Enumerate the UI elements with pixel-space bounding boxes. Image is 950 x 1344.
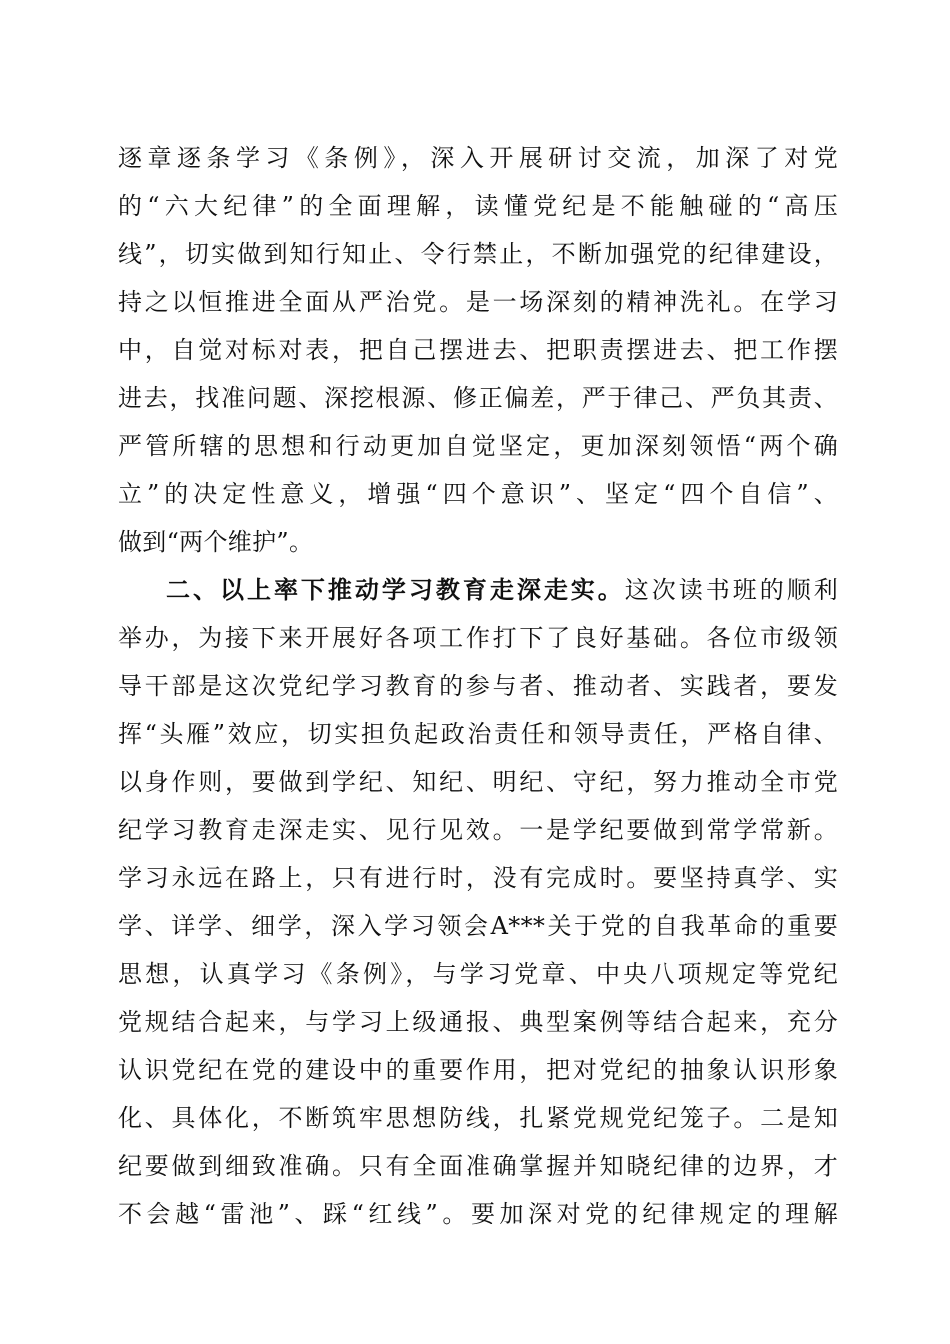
text-line: 化、具体化，不断筑牢思想防线，扎紧党规党纪笼子。二是知 [118, 1104, 838, 1132]
paragraph-2 [118, 566, 838, 1238]
text-run: 这次读书班的顺利 [624, 576, 838, 604]
paragraph-1 [118, 134, 838, 566]
text-line: 挥“头雁”效应，切实担负起政治责任和领导责任，严格自律、 [118, 720, 838, 748]
text-line: 逐章逐条学习《条例》，深入开展研讨交流，加深了对党 [118, 144, 838, 172]
text-line: 的“六大纪律”的全面理解，读懂党纪是不能触碰的“高压 [118, 192, 838, 220]
document-body [118, 134, 838, 1238]
text-line: 持之以恒推进全面从严治党。是一场深刻的精神洗礼。在学习 [118, 288, 838, 316]
text-line: 举办，为接下来开展好各项工作打下了良好基础。各位市级领 [118, 624, 838, 652]
text-line: 导干部是这次党纪学习教育的参与者、推动者、实践者，要发 [118, 672, 838, 700]
text-line: 不会越“雷池”、踩“红线”。要加深对党的纪律规定的理解 [118, 1200, 838, 1228]
text-line: 以身作则，要做到学纪、知纪、明纪、守纪，努力推动全市党 [118, 768, 838, 796]
text-line: 纪要做到细致准确。只有全面准确掌握并知晓纪律的边界，才 [118, 1152, 838, 1180]
text-line: 思想，认真学习《条例》，与学习党章、中央八项规定等党纪 [118, 960, 838, 988]
text-line: 线”，切实做到知行知止、令行禁止，不断加强党的纪律建设， [118, 240, 838, 268]
text-line: 学、详学、细学，深入学习领会A***关于党的自我革命的重要 [118, 912, 838, 940]
text-line: 立”的决定性意义，增强“四个意识”、坚定“四个自信”、 [118, 480, 838, 508]
text-line: 做到“两个维护”。 [118, 528, 314, 556]
paragraph-first-line [118, 566, 838, 614]
text-line: 纪学习教育走深走实、见行见效。一是学纪要做到常学常新。 [118, 816, 838, 844]
text-line: 认识党纪在党的建设中的重要作用，把对党纪的抽象认识形象 [118, 1056, 838, 1084]
text-line: 进去，找准问题、深挖根源、修正偏差，严于律己、严负其责、 [118, 384, 838, 412]
section-heading: 二、以上率下推动学习教育走深走实。 [166, 576, 625, 604]
text-line: 党规结合起来，与学习上级通报、典型案例等结合起来，充分 [118, 1008, 838, 1036]
text-line: 严管所辖的思想和行动更加自觉坚定，更加深刻领悟“两个确 [118, 432, 838, 460]
text-line: 中，自觉对标对表，把自己摆进去、把职责摆进去、把工作摆 [118, 336, 838, 364]
text-line: 学习永远在路上，只有进行时，没有完成时。要坚持真学、实 [118, 864, 838, 892]
